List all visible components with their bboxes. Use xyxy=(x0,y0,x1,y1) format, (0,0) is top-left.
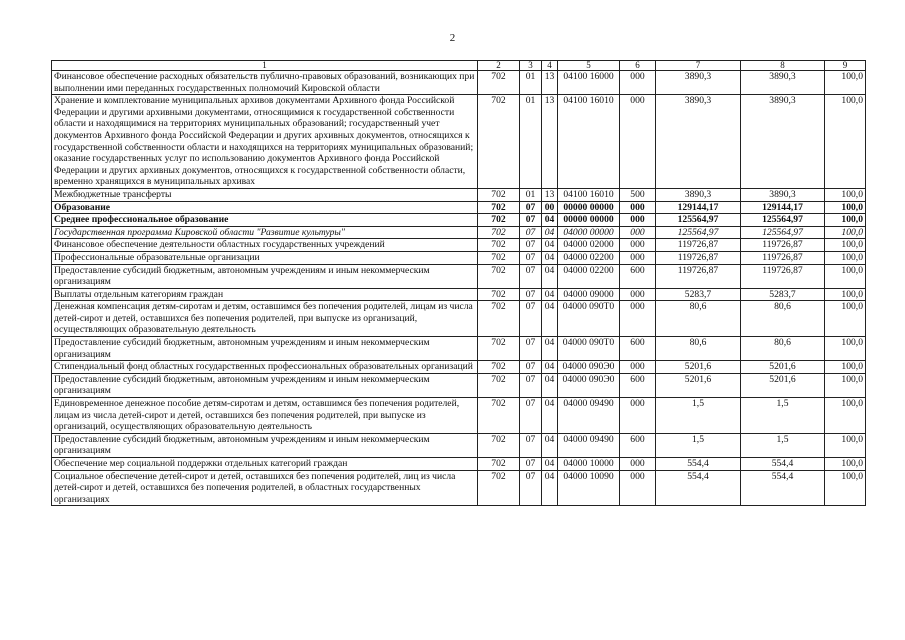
row-name: Предоставление субсидий бюджетным, автономным учреждениям и иным некоммерческим организациям xyxy=(52,373,478,397)
row-code-type: 000 xyxy=(620,214,656,227)
row-code-target: 04000 09000 xyxy=(558,288,620,301)
col-header-2: 2 xyxy=(478,61,520,71)
row-value-percent: 100,0 xyxy=(825,214,866,227)
col-header-6: 6 xyxy=(620,61,656,71)
row-code-section: 07 xyxy=(520,214,542,227)
row-value-percent: 100,0 xyxy=(825,188,866,201)
row-code-subsection: 04 xyxy=(542,433,558,457)
row-code-section: 01 xyxy=(520,188,542,201)
row-code-subsection: 04 xyxy=(542,214,558,227)
row-value-actual: 3890,3 xyxy=(741,188,825,201)
row-value-plan: 1,5 xyxy=(656,433,741,457)
row-value-actual: 5283,7 xyxy=(741,288,825,301)
row-code-type: 000 xyxy=(620,239,656,252)
row-name: Предоставление субсидий бюджетным, автономным учреждениям и иным некоммерческим организациям xyxy=(52,264,478,288)
row-value-plan: 80,6 xyxy=(656,337,741,361)
row-name: Предоставление субсидий бюджетным, автономным учреждениям и иным некоммерческим организациям xyxy=(52,433,478,457)
row-name: Хранение и комплектование муниципальных архивов документами Архивного фонда Российской Федерации и другими архивными документами, относящимися к государственной собственности области и находящимися на территориях муниципальных образований; государственный учет документов Архивного фонда Российской Федерации и других архивных документов, относящихся к государственной собственности области и находящихся на территориях муниципальных образований; оказание государственных услуг по использованию документов Архивного фонда Российской Федерации и других архивных документов, относящихся к государственной собственности области, временно хранящихся в муниципальных архивах xyxy=(52,95,478,189)
row-code-type: 000 xyxy=(620,288,656,301)
row-value-plan: 3890,3 xyxy=(656,71,741,95)
row-value-plan: 5201,6 xyxy=(656,361,741,374)
row-code-subsection: 04 xyxy=(542,398,558,434)
row-code-type: 000 xyxy=(620,226,656,239)
row-code-type: 000 xyxy=(620,71,656,95)
row-code-section: 07 xyxy=(520,264,542,288)
row-value-actual: 5201,6 xyxy=(741,361,825,374)
row-value-plan: 3890,3 xyxy=(656,95,741,189)
row-code-subsection: 04 xyxy=(542,226,558,239)
row-code-section: 07 xyxy=(520,337,542,361)
row-code-target: 04000 00000 xyxy=(558,226,620,239)
row-code-type: 000 xyxy=(620,398,656,434)
table-body xyxy=(52,71,866,506)
row-code-section: 07 xyxy=(520,301,542,337)
table-row xyxy=(52,201,866,214)
row-value-plan: 554,4 xyxy=(656,458,741,471)
row-name: Выплаты отдельным категориям граждан xyxy=(52,288,478,301)
row-code-subsection: 04 xyxy=(542,373,558,397)
table-row xyxy=(52,458,866,471)
table-row xyxy=(52,214,866,227)
row-code-subsection: 04 xyxy=(542,251,558,264)
row-code-section: 07 xyxy=(520,433,542,457)
row-name: Финансовое обеспечение деятельности областных государственных учреждений xyxy=(52,239,478,252)
row-value-percent: 100,0 xyxy=(825,433,866,457)
row-value-percent: 100,0 xyxy=(825,201,866,214)
row-name: Среднее профессиональное образование xyxy=(52,214,478,227)
row-code-target: 04000 090Т0 xyxy=(558,301,620,337)
row-code-admin: 702 xyxy=(478,95,520,189)
row-value-plan: 125564,97 xyxy=(656,214,741,227)
row-value-actual: 3890,3 xyxy=(741,71,825,95)
row-value-percent: 100,0 xyxy=(825,226,866,239)
row-code-target: 04000 02200 xyxy=(558,251,620,264)
row-name: Государственная программа Кировской области "Развитие культуры" xyxy=(52,226,478,239)
row-code-section: 07 xyxy=(520,288,542,301)
table-row xyxy=(52,251,866,264)
row-code-type: 000 xyxy=(620,251,656,264)
row-code-admin: 702 xyxy=(478,264,520,288)
row-value-percent: 100,0 xyxy=(825,373,866,397)
row-code-target: 04000 09490 xyxy=(558,398,620,434)
row-code-subsection: 04 xyxy=(542,264,558,288)
row-code-admin: 702 xyxy=(478,188,520,201)
row-code-subsection: 04 xyxy=(542,239,558,252)
row-code-type: 600 xyxy=(620,264,656,288)
row-value-percent: 100,0 xyxy=(825,71,866,95)
row-code-target: 04000 090Т0 xyxy=(558,337,620,361)
row-value-percent: 100,0 xyxy=(825,239,866,252)
row-code-type: 500 xyxy=(620,188,656,201)
row-code-target: 04100 16010 xyxy=(558,95,620,189)
row-code-admin: 702 xyxy=(478,361,520,374)
row-code-target: 04000 090Э0 xyxy=(558,361,620,374)
row-value-plan: 3890,3 xyxy=(656,188,741,201)
row-code-admin: 702 xyxy=(478,288,520,301)
page-number: 2 xyxy=(449,32,456,44)
row-name: Предоставление субсидий бюджетным, автономным учреждениям и иным некоммерческим организациям xyxy=(52,337,478,361)
row-code-target: 00000 00000 xyxy=(558,201,620,214)
row-value-percent: 100,0 xyxy=(825,470,866,506)
row-value-percent: 100,0 xyxy=(825,361,866,374)
table-row xyxy=(52,188,866,201)
row-code-subsection: 04 xyxy=(542,361,558,374)
row-value-percent: 100,0 xyxy=(825,251,866,264)
budget-table xyxy=(51,60,866,506)
row-code-admin: 702 xyxy=(478,458,520,471)
table-row xyxy=(52,264,866,288)
col-header-3: 3 xyxy=(520,61,542,71)
row-value-actual: 80,6 xyxy=(741,337,825,361)
row-value-actual: 119726,87 xyxy=(741,239,825,252)
row-name: Стипендиальный фонд областных государственных профессиональных образовательных организаций xyxy=(52,361,478,374)
row-name: Финансовое обеспечение расходных обязательств публично-правовых образований, возникающих при выполнении ими переданных государственных полномочий Кировской области xyxy=(52,71,478,95)
row-value-actual: 554,4 xyxy=(741,458,825,471)
row-code-section: 07 xyxy=(520,201,542,214)
row-value-actual: 125564,97 xyxy=(741,214,825,227)
row-value-actual: 3890,3 xyxy=(741,95,825,189)
row-code-target: 04000 10000 xyxy=(558,458,620,471)
row-value-plan: 1,5 xyxy=(656,398,741,434)
table-row xyxy=(52,398,866,434)
row-code-type: 000 xyxy=(620,361,656,374)
row-code-subsection: 13 xyxy=(542,188,558,201)
row-value-percent: 100,0 xyxy=(825,337,866,361)
row-code-target: 04000 02000 xyxy=(558,239,620,252)
row-code-section: 07 xyxy=(520,251,542,264)
row-code-section: 01 xyxy=(520,95,542,189)
table-row xyxy=(52,239,866,252)
row-name: Межбюджетные трансферты xyxy=(52,188,478,201)
row-code-admin: 702 xyxy=(478,251,520,264)
col-header-7: 7 xyxy=(656,61,741,71)
table-row xyxy=(52,301,866,337)
row-value-plan: 125564,97 xyxy=(656,226,741,239)
row-code-section: 07 xyxy=(520,470,542,506)
row-value-percent: 100,0 xyxy=(825,301,866,337)
row-code-admin: 702 xyxy=(478,470,520,506)
col-header-5: 5 xyxy=(558,61,620,71)
row-value-actual: 5201,6 xyxy=(741,373,825,397)
row-code-subsection: 04 xyxy=(542,301,558,337)
col-header-8: 8 xyxy=(741,61,825,71)
table-row xyxy=(52,95,866,189)
table-row xyxy=(52,71,866,95)
table-row xyxy=(52,470,866,506)
row-code-target: 00000 00000 xyxy=(558,214,620,227)
col-header-9: 9 xyxy=(825,61,866,71)
row-code-target: 04100 16010 xyxy=(558,188,620,201)
row-code-target: 04100 16000 xyxy=(558,71,620,95)
row-value-actual: 80,6 xyxy=(741,301,825,337)
row-code-subsection: 00 xyxy=(542,201,558,214)
row-code-type: 600 xyxy=(620,433,656,457)
table-row xyxy=(52,337,866,361)
row-value-plan: 80,6 xyxy=(656,301,741,337)
row-name: Профессиональные образовательные организации xyxy=(52,251,478,264)
row-value-plan: 119726,87 xyxy=(656,251,741,264)
row-value-actual: 554,4 xyxy=(741,470,825,506)
row-code-section: 07 xyxy=(520,239,542,252)
row-code-subsection: 04 xyxy=(542,288,558,301)
row-code-target: 04000 090Э0 xyxy=(558,373,620,397)
row-value-actual: 1,5 xyxy=(741,433,825,457)
table-row xyxy=(52,361,866,374)
col-header-4: 4 xyxy=(542,61,558,71)
table-row xyxy=(52,226,866,239)
row-name: Образование xyxy=(52,201,478,214)
row-code-section: 01 xyxy=(520,71,542,95)
row-code-type: 000 xyxy=(620,470,656,506)
row-code-admin: 702 xyxy=(478,214,520,227)
row-code-type: 000 xyxy=(620,95,656,189)
row-code-admin: 702 xyxy=(478,201,520,214)
row-value-plan: 554,4 xyxy=(656,470,741,506)
row-code-subsection: 04 xyxy=(542,458,558,471)
row-code-admin: 702 xyxy=(478,337,520,361)
row-value-plan: 129144,17 xyxy=(656,201,741,214)
row-value-percent: 100,0 xyxy=(825,264,866,288)
row-value-actual: 119726,87 xyxy=(741,264,825,288)
row-code-admin: 702 xyxy=(478,373,520,397)
row-code-section: 07 xyxy=(520,458,542,471)
row-code-admin: 702 xyxy=(478,398,520,434)
row-code-admin: 702 xyxy=(478,433,520,457)
row-name: Социальное обеспечение детей-сирот и детей, оставшихся без попечения родителей, лиц из числа детей-сирот и детей, оставшихся без попечения родителей, в областных государственных организациях xyxy=(52,470,478,506)
row-value-percent: 100,0 xyxy=(825,398,866,434)
row-value-plan: 119726,87 xyxy=(656,239,741,252)
row-code-subsection: 13 xyxy=(542,71,558,95)
row-code-subsection: 04 xyxy=(542,470,558,506)
row-code-subsection: 04 xyxy=(542,337,558,361)
row-code-target: 04000 10090 xyxy=(558,470,620,506)
row-name: Единовременное денежное пособие детям-сиротам и детям, оставшимся без попечения родителей, лицам из числа детей-сирот и детей, оставшихся без попечения родителей, при выпуске из организаций, осуществляющих образовательную деятельность xyxy=(52,398,478,434)
row-code-admin: 702 xyxy=(478,301,520,337)
row-code-target: 04000 09490 xyxy=(558,433,620,457)
row-value-actual: 129144,17 xyxy=(741,201,825,214)
row-name: Обеспечение мер социальной поддержки отдельных категорий граждан xyxy=(52,458,478,471)
row-value-percent: 100,0 xyxy=(825,288,866,301)
row-value-percent: 100,0 xyxy=(825,95,866,189)
table-row xyxy=(52,433,866,457)
row-code-section: 07 xyxy=(520,373,542,397)
table-row xyxy=(52,288,866,301)
row-code-target: 04000 02200 xyxy=(558,264,620,288)
row-value-actual: 125564,97 xyxy=(741,226,825,239)
row-code-section: 07 xyxy=(520,226,542,239)
row-code-section: 07 xyxy=(520,398,542,434)
row-code-subsection: 13 xyxy=(542,95,558,189)
row-name: Денежная компенсация детям-сиротам и детям, оставшимся без попечения родителей, лицам из числа детей-сирот и детей, оставшихся без попечения родителей, при выпуске из организаций, осуществляющих образовательную деятельность xyxy=(52,301,478,337)
row-value-plan: 119726,87 xyxy=(656,264,741,288)
table-row xyxy=(52,373,866,397)
row-value-actual: 119726,87 xyxy=(741,251,825,264)
row-value-actual: 1,5 xyxy=(741,398,825,434)
row-code-admin: 702 xyxy=(478,239,520,252)
row-code-type: 000 xyxy=(620,458,656,471)
row-code-admin: 702 xyxy=(478,71,520,95)
row-value-plan: 5201,6 xyxy=(656,373,741,397)
row-code-admin: 702 xyxy=(478,226,520,239)
row-value-plan: 5283,7 xyxy=(656,288,741,301)
row-code-type: 600 xyxy=(620,373,656,397)
row-code-type: 000 xyxy=(620,201,656,214)
row-code-section: 07 xyxy=(520,361,542,374)
header-row xyxy=(52,61,866,71)
col-header-1: 1 xyxy=(52,61,478,71)
row-code-type: 000 xyxy=(620,301,656,337)
row-code-type: 600 xyxy=(620,337,656,361)
row-value-percent: 100,0 xyxy=(825,458,866,471)
